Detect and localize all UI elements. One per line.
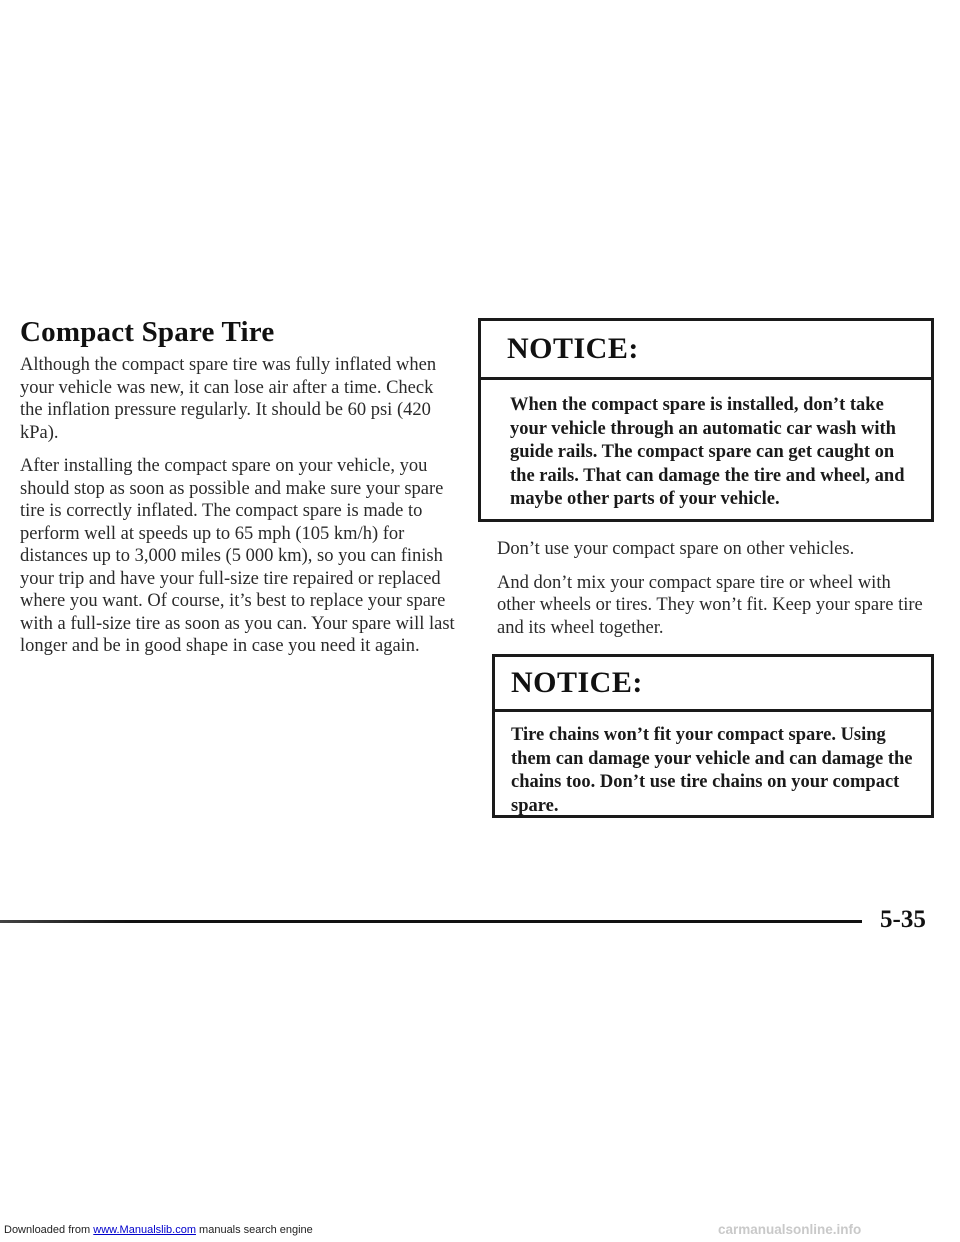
body-paragraph-other-vehicles: Don’t use your compact spare on other vehicles. xyxy=(497,539,855,559)
left-column xyxy=(20,354,460,669)
section-title: Compact Spare Tire xyxy=(20,316,275,348)
body-paragraph-installing: After installing the compact spare on your vehicle, you should stop as soon as possible and make sure your spare tire is correctly inflated. The compact spare is made to perform well at speeds up to 65 mph (105 km/h) for distances up to 3,000 miles (5 000 km), so you can finish your trip and have your full-size tire repaired or replaced where you want. Of course, it’s best to replace your spare with a full-size tire as soon as you can. Your spare will last longer and be in good shape in case you need it again. xyxy=(20,456,455,656)
manualslib-link[interactable]: www.Manualslib.com xyxy=(93,1224,196,1236)
right-column xyxy=(497,538,927,650)
notice-box-car-wash xyxy=(478,318,934,522)
notice-heading: NOTICE: xyxy=(495,657,931,712)
notice-heading: NOTICE: xyxy=(481,321,931,380)
page-number: 5-35 xyxy=(880,906,926,933)
footer-divider xyxy=(0,920,862,923)
body-paragraph-inflation: Although the compact spare tire was fully inflated when your vehicle was new, it can lose air after a time. Check the inflation pressure regularly. It should be 60 psi (420 kPa). xyxy=(20,355,437,443)
body-paragraph-mixing: And don’t mix your compact spare tire or wheel with other wheels or tires. They won’t fit. Keep your spare tire and its wheel together. xyxy=(497,572,923,638)
watermark-text: carmanualsonline.info xyxy=(718,1222,862,1237)
notice-text: Tire chains won’t fit your compact spare. Using them can damage your vehicle and can damage the chains too. Don’t use tire chains on your compact spare. xyxy=(511,725,913,816)
notice-text: When the compact spare is installed, don’t take your vehicle through an automatic car wash with guide rails. The compact spare can get caught on the rails. That can damage the tire and wheel, and maybe other parts of your vehicle. xyxy=(510,395,905,509)
footer-suffix: manuals search engine xyxy=(199,1224,313,1236)
notice-box-tire-chains xyxy=(492,654,934,818)
footer-prefix: Downloaded from xyxy=(4,1224,91,1236)
download-footer xyxy=(4,1224,313,1236)
